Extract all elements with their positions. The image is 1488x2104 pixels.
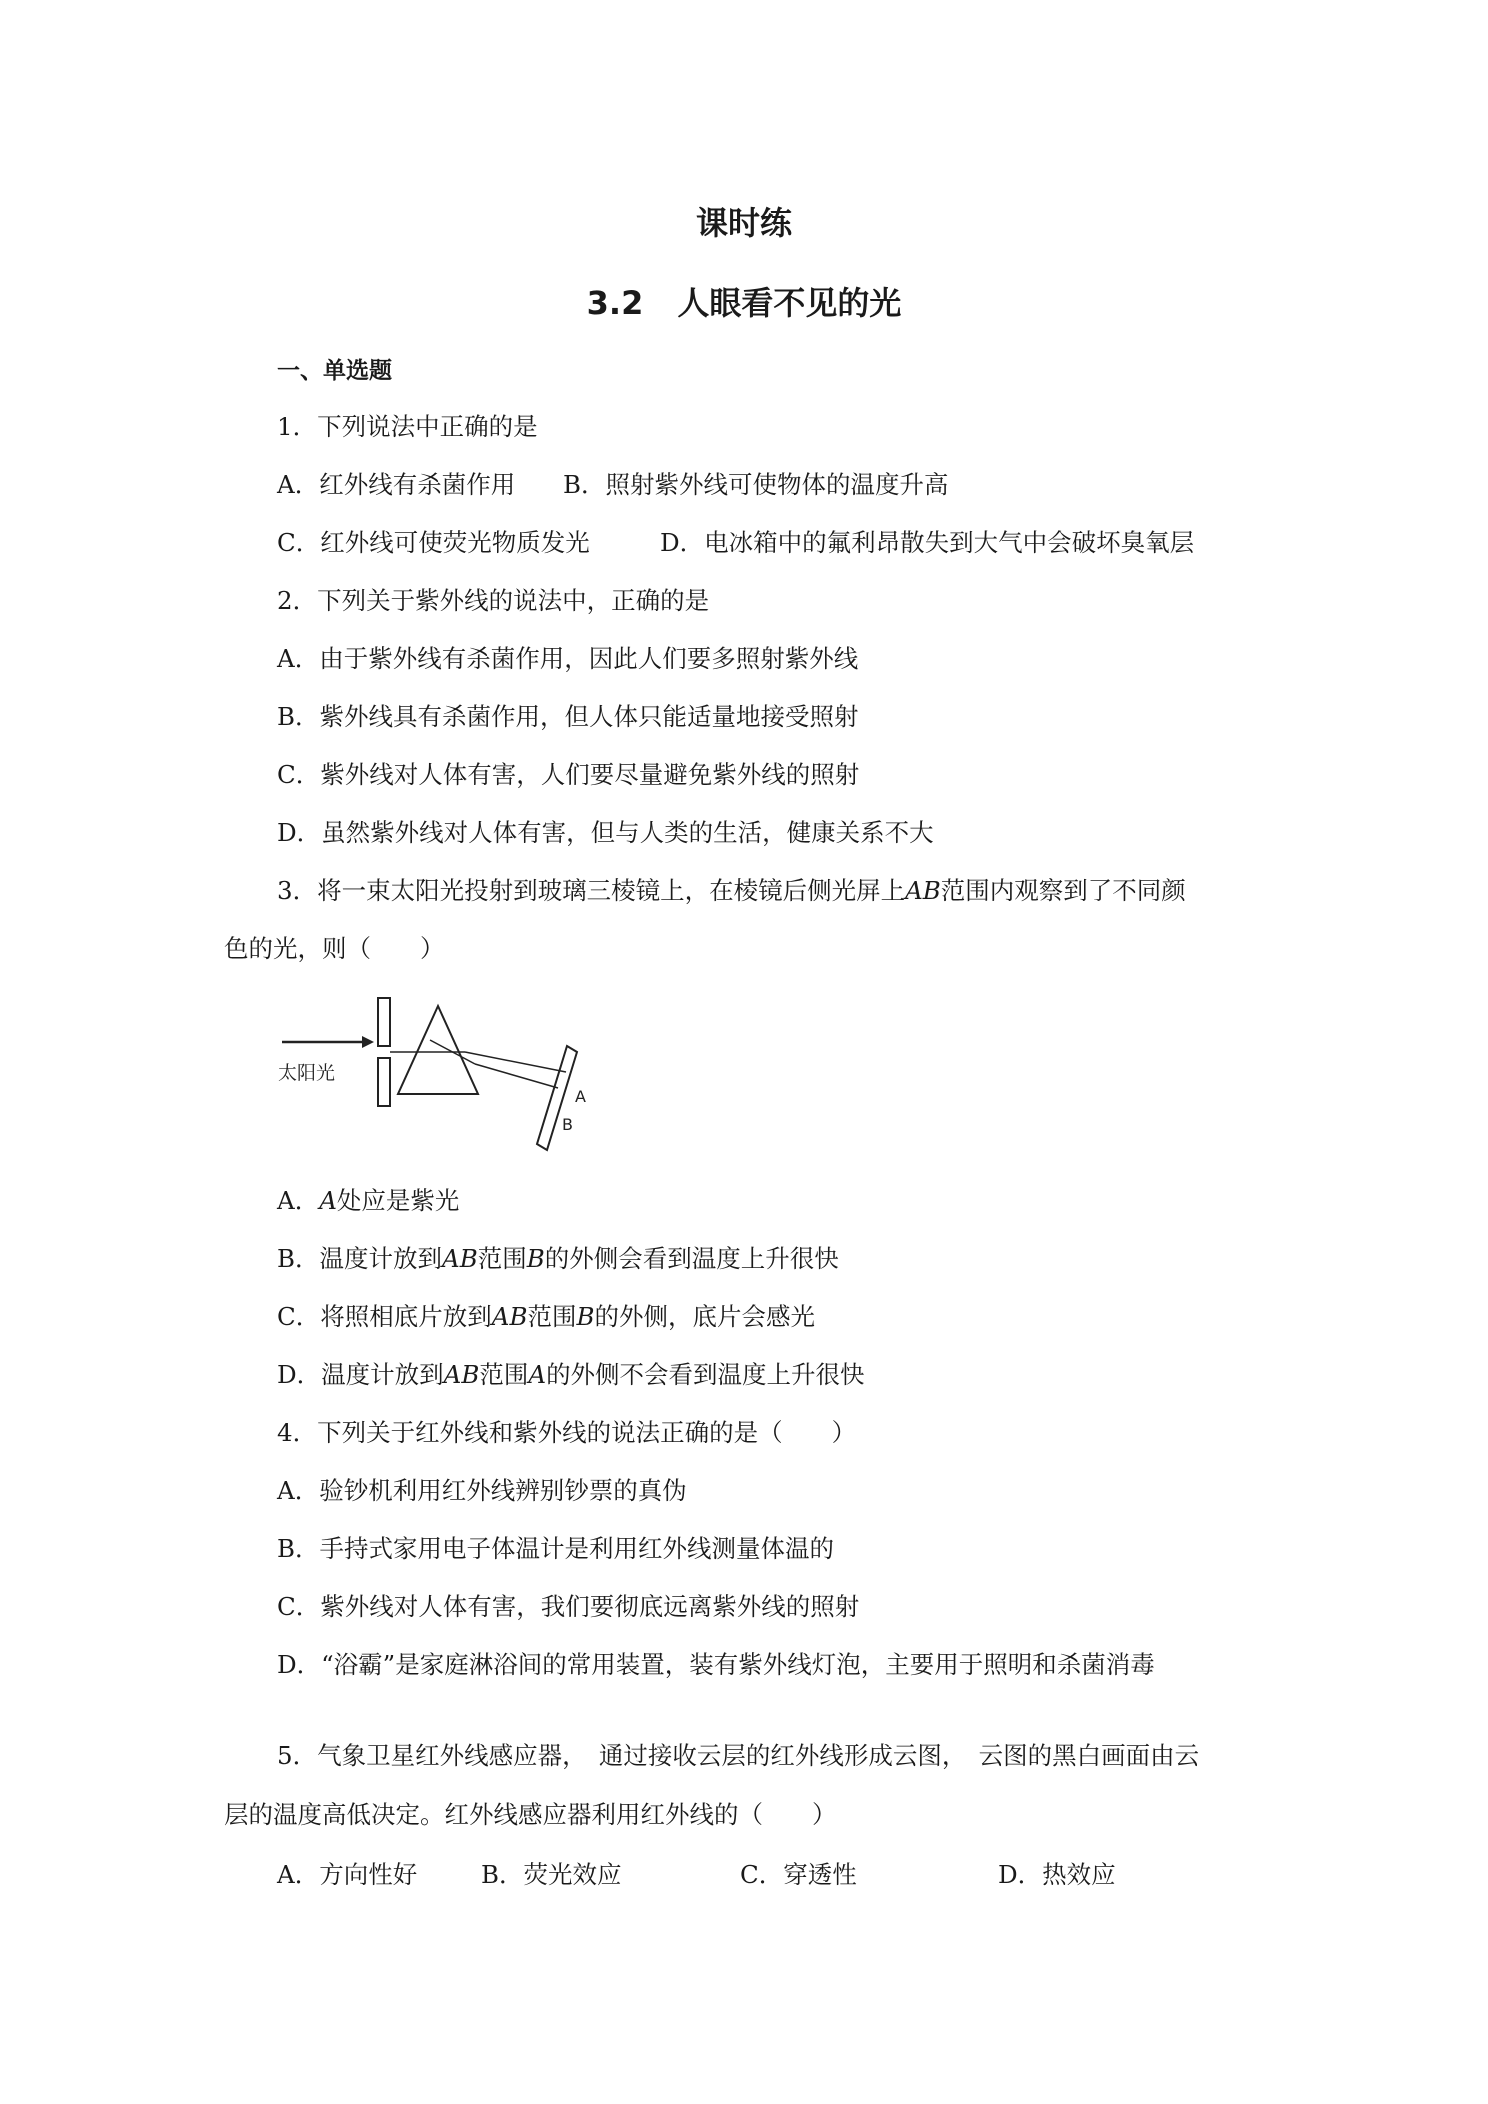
question-2-stem: 2．下列关于紫外线的说法中，正确的是 (277, 586, 710, 615)
point-b-label: B (562, 1115, 573, 1134)
prism-diagram (270, 990, 600, 1160)
question-1-option-d: D．电冰箱中的氟利昂散失到大气中会破坏臭氧层 (660, 528, 1195, 557)
question-1-stem: 1．下列说法中正确的是 (277, 412, 538, 441)
question-3-option-c: C．将照相底片放到AB范围B的外侧，底片会感光 (277, 1302, 815, 1331)
question-3-stem-line-2: 色的光，则（ ） (224, 934, 445, 963)
question-4-option-a: A．验钞机利用红外线辨别钞票的真伪 (277, 1476, 687, 1505)
question-4-stem: 4．下列关于红外线和紫外线的说法正确的是（ ） (277, 1418, 857, 1447)
refracted-ray-a (465, 1052, 566, 1072)
question-1-option-a: A．红外线有杀菌作用 (277, 470, 516, 499)
arrow-head-icon (362, 1036, 374, 1048)
question-5-option-b: B．荧光效应 (481, 1860, 622, 1889)
question-5-option-c: C．穿透性 (740, 1860, 857, 1889)
question-4-option-c: C．紫外线对人体有害，我们要彻底远离紫外线的照射 (277, 1592, 860, 1621)
question-2-option-d: D．虽然紫外线对人体有害，但与人类的生活，健康关系不大 (277, 818, 934, 847)
point-a-label: A (575, 1087, 586, 1106)
question-3-option-b: B．温度计放到AB范围B的外侧会看到温度上升很快 (277, 1244, 839, 1273)
question-3-stem: 3．将一束太阳光投射到玻璃三棱镜上，在棱镜后侧光屏上AB范围内观察到了不同颜 (277, 876, 1186, 905)
lesson-number: 3.2 (586, 284, 644, 322)
question-2-option-b: B．紫外线具有杀菌作用，但人体只能适量地接受照射 (277, 702, 859, 731)
lesson-title (0, 278, 1488, 324)
question-4-option-d: D．“浴霸”是家庭淋浴间的常用装置，装有紫外线灯泡，主要用于照明和杀菌消毒 (277, 1650, 1155, 1679)
question-5-stem: 5．气象卫星红外线感应器， 通过接收云层的红外线形成云图， 云图的黑白画面由云 (277, 1741, 1200, 1770)
question-5-option-d: D．热效应 (998, 1860, 1116, 1889)
prism (398, 1006, 478, 1094)
lesson-name: 人眼看不见的光 (677, 284, 902, 322)
question-2-option-c: C．紫外线对人体有害，人们要尽量避免紫外线的照射 (277, 760, 860, 789)
question-4-option-b: B．手持式家用电子体温计是利用红外线测量体温的 (277, 1534, 835, 1563)
question-5-stem-line-2: 层的温度高低决定。红外线感应器利用红外线的（ ） (224, 1800, 837, 1829)
slit-plate-top (378, 998, 390, 1046)
slit-plate-bottom (378, 1058, 390, 1106)
question-2-option-a: A．由于紫外线有杀菌作用，因此人们要多照射紫外线 (277, 644, 859, 673)
section-title: 一、单选题 (277, 358, 392, 384)
light-screen (537, 1046, 577, 1150)
sunlight-label: 太阳光 (278, 1062, 336, 1084)
question-3-option-a: A．A处应是紫光 (277, 1186, 460, 1215)
question-5-option-a: A．方向性好 (277, 1860, 418, 1889)
question-1-option-c: C．红外线可使荧光物质发光 (277, 528, 590, 557)
question-1-option-b: B．照射紫外线可使物体的温度升高 (563, 470, 949, 499)
page-title: 课时练 (695, 204, 792, 242)
question-3-option-d: D．温度计放到AB范围A的外侧不会看到温度上升很快 (277, 1360, 865, 1389)
